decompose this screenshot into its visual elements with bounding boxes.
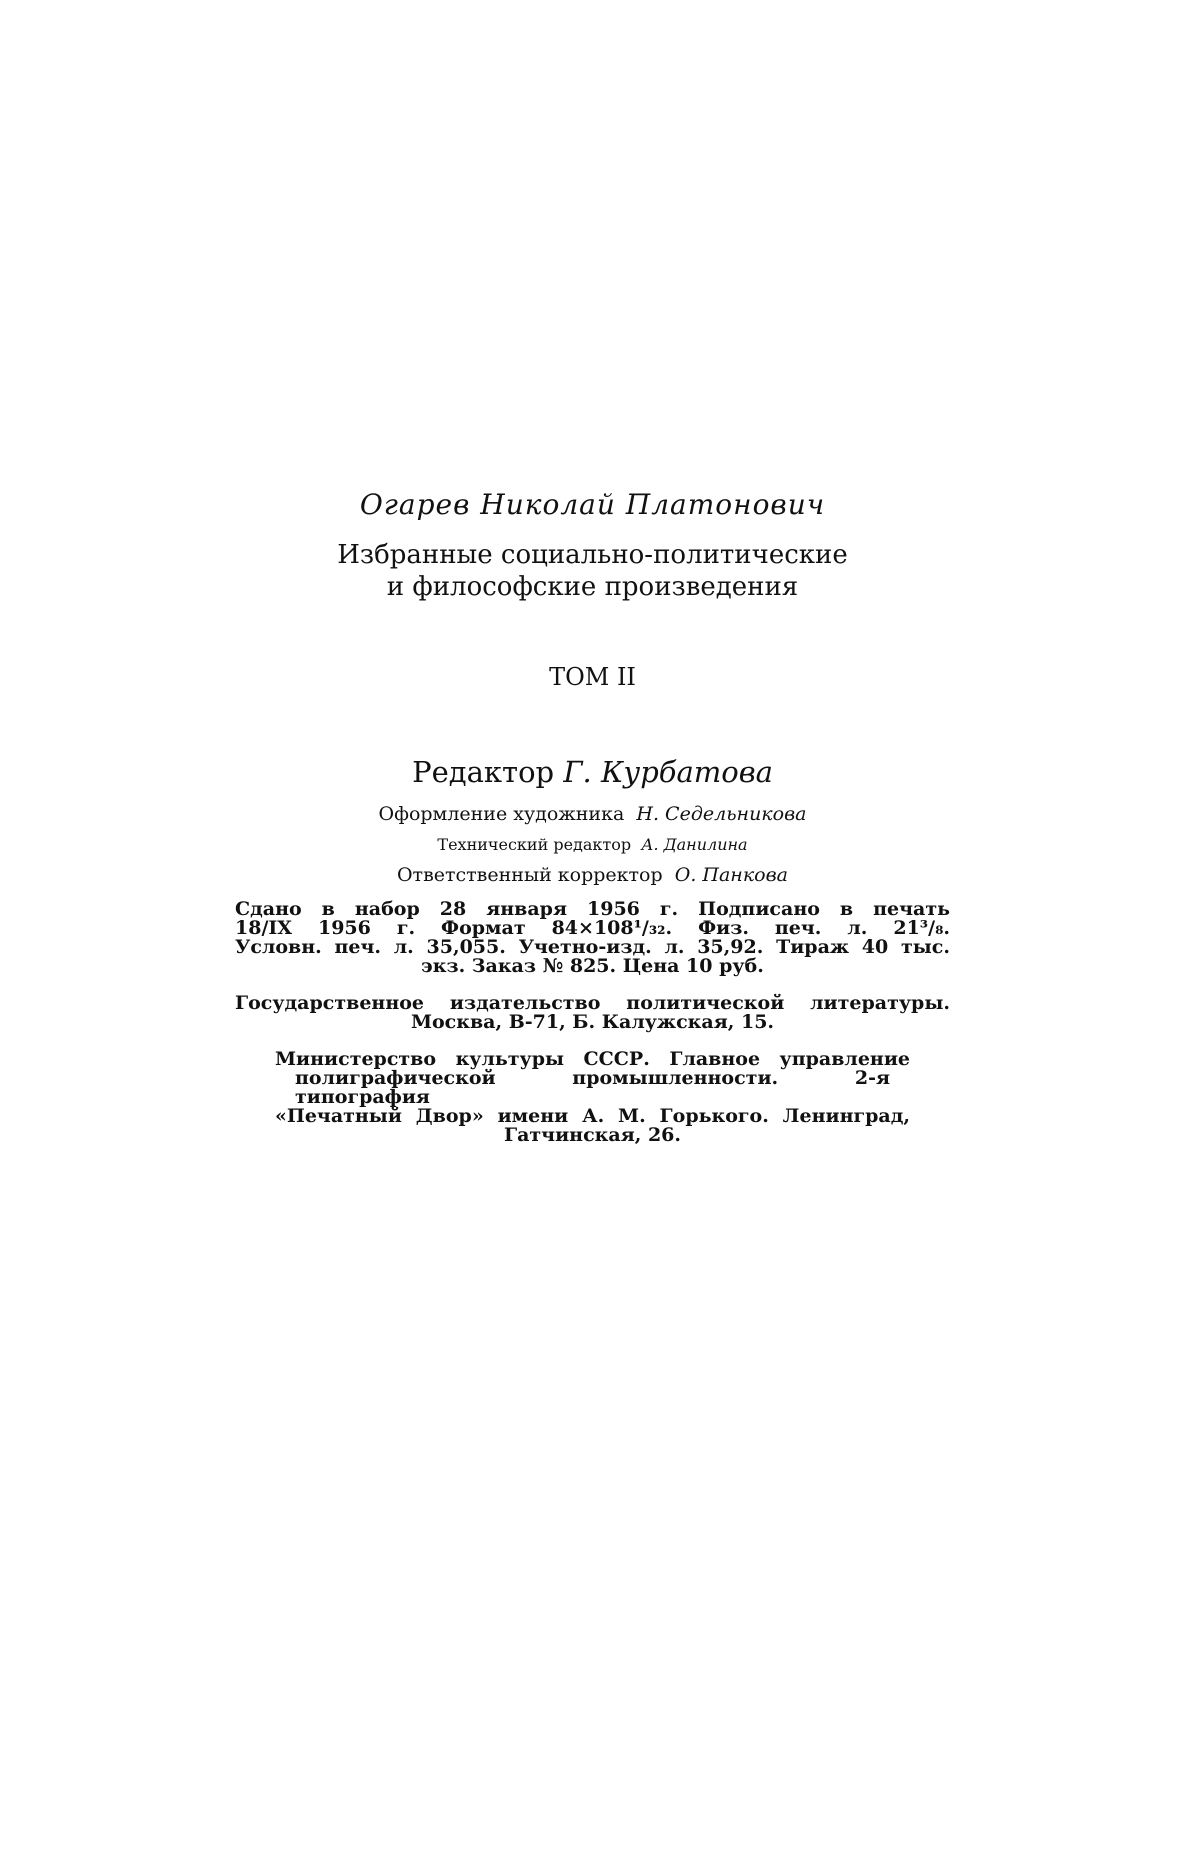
tech-editor-label: Технический редактор [437,835,632,854]
printer-line-3: «Печатный Двор» имени А. М. Горького. Ленинград, [275,1105,910,1127]
author-name: Огарев Николай Платонович [359,488,826,521]
tech-editor-credit [235,835,950,854]
printer-line-1: Министерство культуры СССР. Главное управление [275,1048,910,1070]
printer-line-4: Гатчинская, 26. [503,1124,682,1146]
designer-label: Оформление художника [378,803,625,825]
print-details-line-3: Условн. печ. л. 35,055. Учетно-изд. л. 35,92. Тираж 40 тыс. [235,936,950,958]
print-details-line-4: экз. Заказ № 825. Цена 10 руб. [421,955,764,977]
designer-credit [235,803,950,825]
proofreader-name: О. Панкова [674,864,788,886]
designer-name: Н. Седельникова [636,803,807,825]
book-title-line-1: Избранные социально-политические [337,540,848,570]
publisher-line-1: Государственное издательство политической литературы. [235,992,950,1014]
publisher-info [235,994,950,1032]
print-details-line-1: Сдано в набор 28 января 1956 г. Подписано в печать [235,898,950,920]
printer-info [235,1050,950,1145]
book-title-line-2: и философские произведения [386,572,799,602]
publisher-line-2: Москва, В-71, Б. Калужская, 15. [410,1011,775,1033]
printer-line-2: полиграфической промышленности. 2-я типография [295,1067,890,1108]
tech-editor-name: А. Данилина [641,835,748,854]
print-details [235,900,950,976]
proofreader-label: Ответственный корректор [396,864,663,886]
proofreader-credit [235,864,950,886]
colophon [235,488,950,1145]
volume-number: ТОМ II [549,663,636,691]
editor-credit [235,755,950,789]
print-details-line-2: 18/IX 1956 г. Формат 84×108¹/₃₂. Физ. печ. л. 21³/₈. [235,917,950,939]
editor-label: Редактор [412,755,555,789]
editor-name: Г. Курбатова [563,755,773,789]
